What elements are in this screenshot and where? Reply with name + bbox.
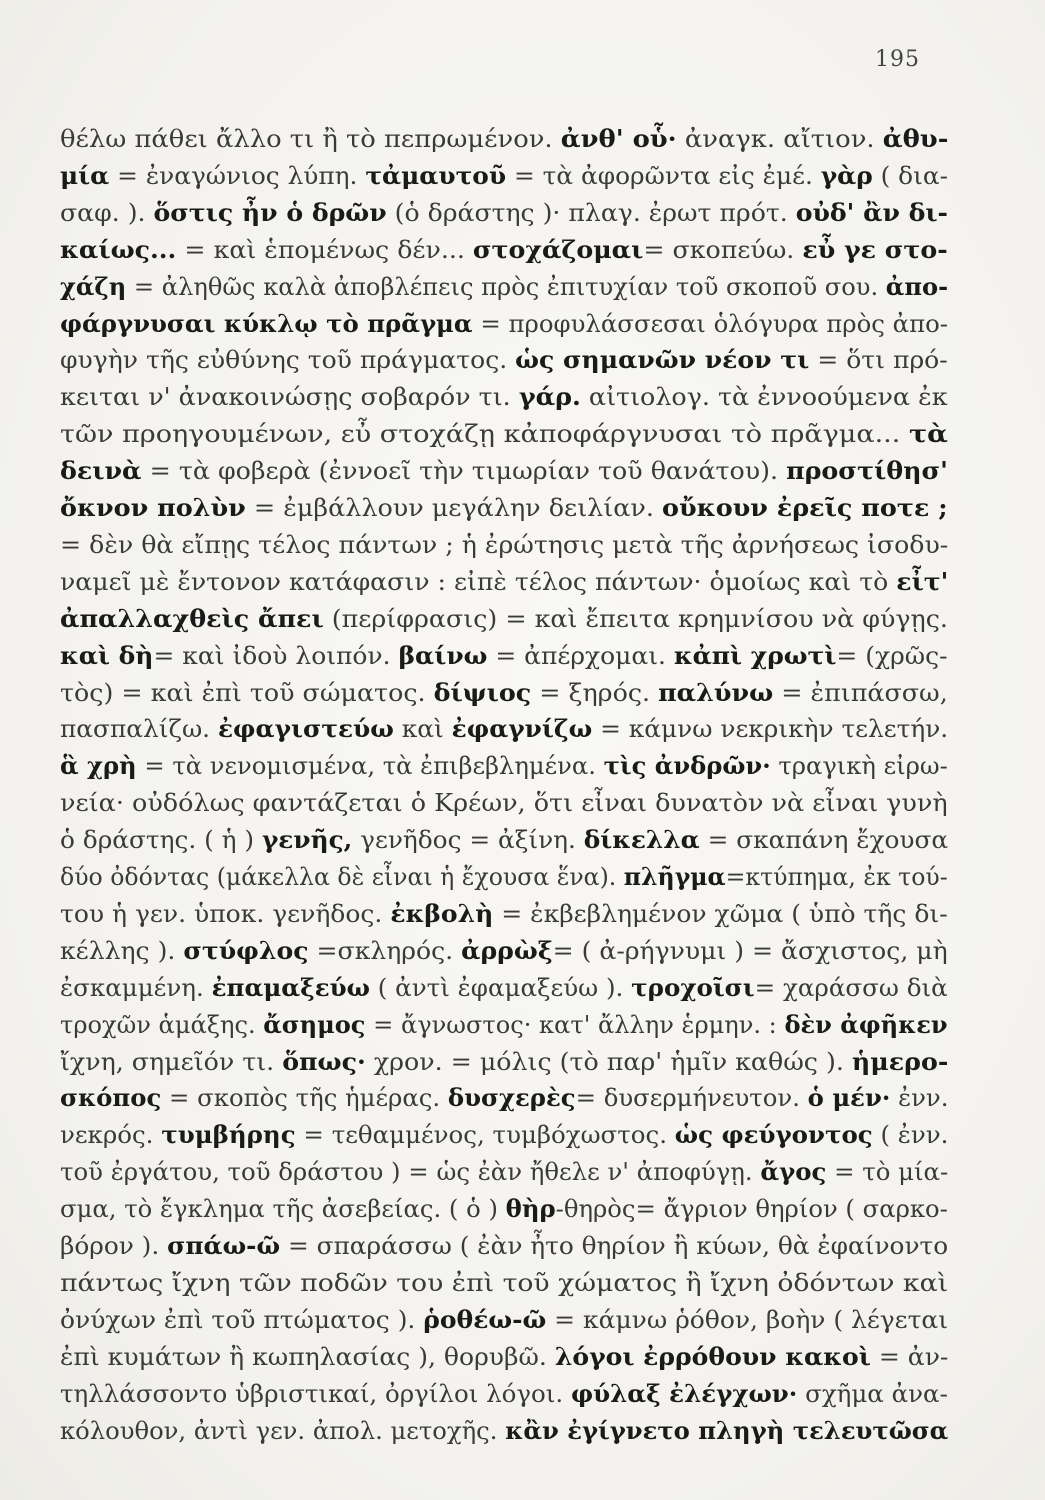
gloss-text: τραγικὴ εἰρω- — [770, 751, 948, 781]
lemma-term: οὐδ' ἂν δι- — [795, 197, 948, 227]
lemma-term: καίως... — [60, 234, 177, 264]
lemma-term: εὖ γε στο- — [802, 234, 948, 264]
gloss-text: = ἀληθῶς καλὰ ἀποβλέπεις πρὸς ἐπιτυχίαν τοῦ σκοποῦ σου. — [126, 271, 886, 301]
lemma-term: τὰ — [908, 419, 948, 449]
text-line — [60, 415, 948, 453]
gloss-text: = καὶ ἑπομένως δέν... — [176, 234, 473, 264]
lemma-term: τἀμαυτοῦ — [365, 160, 507, 190]
gloss-text: ἐνν. — [890, 1083, 949, 1113]
gloss-text: = ξηρός. — [531, 677, 659, 707]
text-line — [60, 452, 948, 490]
gloss-text: νεία· οὐδόλως φαντάζεται ὁ Κρέων, ὅτι εἶναι δυνατὸν νὰ εἶναι γυνὴ — [60, 788, 948, 818]
gloss-text: ὀνύχων ἐπὶ τοῦ πτώματος ). — [60, 1304, 424, 1334]
text-line — [60, 895, 948, 933]
lemma-term: ἀνθ' οὗ· — [560, 124, 677, 153]
gloss-text: φυγὴν τῆς εὐθύνης τοῦ πράγματος. — [60, 345, 516, 375]
gloss-text: τοῦ ἐργάτου, τοῦ δράστου ) = ὡς ἐὰν ἤθελε ν' ἀποφύγῃ. — [60, 1157, 761, 1187]
lemma-term: δὲν ἀφῆκεν — [784, 1009, 948, 1039]
lemma-term: κἀπὶ χρωτὶ — [673, 640, 837, 670]
lemma-term: ἀπαλλαχθεὶς ἄπει — [60, 603, 324, 633]
lemma-term: ὄκνον πολὺν — [60, 493, 246, 522]
gloss-text: ( ἐνν. — [872, 1120, 949, 1150]
page-number: 195 — [875, 47, 920, 72]
gloss-text: = ἀπέρχομαι. — [487, 640, 674, 670]
gloss-text: βόρον ). — [60, 1231, 168, 1260]
lemma-term: γενῆς, — [261, 825, 353, 855]
lemma-term: πλῆγμα — [623, 862, 726, 891]
gloss-text: ( ἀντὶ ἐφαμαξεύω ). — [370, 972, 632, 1002]
lemma-term: οὔκουν ἐρεῖς ποτε ; — [662, 493, 948, 522]
lemma-term: στοχάζομαι — [472, 234, 644, 264]
text-line — [60, 1264, 948, 1302]
gloss-text: = τὰ φοβερὰ (ἐννοεῖ τὴν τιμωρίαν τοῦ θανάτου). — [141, 456, 787, 486]
lemma-term: ἀπο- — [885, 271, 949, 301]
gloss-text: σαφ. ). — [60, 197, 154, 227]
gloss-text: σχῆμα ἀνα- — [797, 1378, 948, 1408]
gloss-text: ναμεῖ μὲ ἔντονον κατάφασιν : εἰπὲ τέλος πάντων· ὁμοίως καὶ τὸ — [60, 566, 897, 596]
gloss-text: τηλλάσσοντο ὑβριστικαί, ὀργίλοι λόγοι. — [60, 1378, 571, 1408]
text-line — [60, 194, 948, 232]
text-line — [60, 821, 948, 859]
text-line — [60, 157, 948, 195]
lemma-term: ὅπως· — [282, 1046, 366, 1076]
lemma-term: εἶτ' — [896, 566, 949, 596]
gloss-text: = ἄγνωστος· κατ' ἄλλην ἑρμην. : — [365, 1009, 785, 1039]
lemma-term: μία — [60, 160, 110, 190]
gloss-text: = τεθαμμένος, τυμβόχωστος. — [295, 1120, 675, 1150]
gloss-text: -θηρὸς= ἄγριον θηρίον ( σαρκο- — [555, 1194, 948, 1224]
gloss-text: (ὁ δράστης )· πλαγ. ἐρωτ πρότ. — [386, 197, 796, 227]
lemma-term: γὰρ — [820, 160, 873, 190]
gloss-text: = ( ἀ-ρήγνυμι ) = ἄσχιστος, μὴ — [552, 935, 948, 965]
gloss-text: = καὶ ἰδοὺ λοιπόν. — [153, 640, 399, 670]
gloss-text: = χαράσσω διὰ — [754, 972, 948, 1002]
gloss-text: σμα, τὸ ἔγκλημα τῆς ἀσεβείας. ( ὁ ) — [60, 1194, 506, 1224]
lemma-term: ἡμερο- — [851, 1046, 949, 1076]
gloss-text: = ἐμβάλλουν μεγάλην δειλίαν. — [245, 493, 663, 522]
gloss-text: αἰτιολογ. τὰ ἐννοούμενα ἐκ — [580, 382, 948, 412]
text-line — [60, 1412, 948, 1450]
gloss-text: καὶ — [393, 714, 452, 744]
text-line — [60, 378, 948, 416]
lemma-term: ῥοθέω-ῶ — [423, 1304, 547, 1334]
lemma-term: δίκελλα — [583, 825, 700, 855]
gloss-text: πάντως ἴχνη τῶν ποδῶν του ἐπὶ τοῦ χώματος ἢ ἴχνη ὀδόντων καὶ — [60, 1267, 949, 1297]
lemma-term: ἀθυ- — [882, 124, 949, 153]
gloss-text: ἐπὶ κυμάτων ἢ κωπηλασίας ), θορυβῶ. — [60, 1341, 555, 1371]
gloss-text: ὁ δράστης. ( ἡ ) — [60, 825, 262, 855]
lemma-term: προστίθησ' — [786, 456, 948, 486]
lemma-term: δίψιος — [433, 677, 532, 707]
text-line — [60, 563, 948, 601]
text-line — [60, 489, 948, 527]
lemma-term: δυσχερὲς — [447, 1083, 576, 1113]
gloss-text: = τὸ μία- — [826, 1157, 949, 1187]
lemma-term: χάζη — [60, 271, 127, 301]
text-line — [60, 341, 948, 379]
lemma-term: φύλαξ ἐλέγχων· — [570, 1378, 798, 1408]
gloss-text: χρον. = μόλις (τὸ παρ' ἡμῖν καθώς ). — [365, 1046, 852, 1076]
text-line — [60, 858, 948, 896]
gloss-text: =κτύπημα, ἐκ τού- — [725, 862, 948, 891]
lemma-term: ἐφαγιστεύω — [217, 714, 394, 744]
gloss-text: = σκοπὸς τῆς ἡμέρας. — [161, 1083, 448, 1113]
lemma-term: γάρ. — [518, 382, 581, 412]
gloss-text: = κάμνω νεκρικὴν τελετήν. — [592, 714, 949, 744]
gloss-text: = σκαπάνη ἔχουσα — [699, 825, 949, 855]
gloss-text: = δὲν θὰ εἴπῃς τέλος πάντων ; ἡ ἐρώτησις μετὰ τῆς ἀρνήσεως ἰσοδυ- — [60, 529, 949, 559]
gloss-text: = δυσερμήνευτον. — [575, 1083, 808, 1113]
gloss-text: κόλουθον, ἀντὶ γεν. ἀπολ. μετοχῆς. — [60, 1415, 506, 1445]
text-line — [60, 932, 948, 970]
lemma-term: ὁ μέν· — [807, 1083, 891, 1113]
lemma-term: δεινὰ — [60, 456, 142, 486]
lemma-term: ἐπαμαξεύω — [211, 972, 371, 1002]
lemma-term: φάργνυσαι κύκλῳ τὸ πρᾶγμα — [60, 308, 473, 338]
gloss-text: = σπαράσσω ( ἐὰν ἦτο θηρίον ἢ κύων, θὰ ἐφαίνοντο — [280, 1231, 949, 1260]
text-line — [60, 1338, 948, 1376]
text-line — [60, 674, 948, 712]
text-line — [60, 784, 948, 822]
gloss-text: = τὰ ἀφορῶντα εἰς ἐμέ. — [506, 160, 821, 190]
text-line — [60, 1227, 948, 1265]
gloss-text: = τὰ νενομισμένα, τὰ ἐπιβεβλημένα. — [136, 751, 604, 781]
lemma-term: λόγοι ἐρρόθουν κακοὶ — [554, 1341, 871, 1371]
lemma-term: ἄσημος — [263, 1009, 366, 1039]
text-line — [60, 637, 948, 675]
gloss-text: του ἡ γεν. ὑποκ. γενῆδος. — [60, 898, 391, 928]
lemma-term: ὅστις ἦν ὁ δρῶν — [153, 197, 387, 227]
lemma-term: σκόπος — [60, 1083, 162, 1113]
lemma-term: ἄγος — [760, 1157, 827, 1187]
gloss-text: = σκοπεύω. — [643, 234, 803, 264]
lemma-term: παλύνω — [658, 677, 774, 707]
text-line — [60, 969, 948, 1007]
gloss-text: = ἐκβεβλημένον χῶμα ( ὑπὸ τῆς δι- — [493, 898, 948, 928]
lemma-term: ἐφαγνίζω — [451, 714, 593, 744]
gloss-text: = προφυλάσσεσαι ὁλόγυρα πρὸς ἀπο- — [472, 308, 949, 338]
gloss-text: τροχῶν ἁμάξης. — [60, 1009, 264, 1039]
lemma-term: ὡς σημανῶν νέον τι — [515, 345, 810, 375]
gloss-text: = ἀν- — [870, 1341, 949, 1371]
gloss-text: τῶν προηγουμένων, εὖ στοχάζῃ κἀποφάργνυσαι τὸ πρᾶγμα... — [60, 419, 909, 449]
gloss-text: κέλλης ). — [60, 935, 184, 965]
gloss-text: γενῆδος = ἀξίνη. — [352, 825, 584, 855]
lemma-term: ὡς φεύγοντος — [674, 1120, 873, 1150]
lemma-term: κἂν ἐγίγνετο πληγὴ τελευτῶσα — [505, 1415, 949, 1445]
text-line — [60, 1301, 948, 1339]
lemma-term: βαίνω — [398, 640, 488, 670]
text-line — [60, 1375, 948, 1413]
gloss-text: ( δια- — [872, 160, 948, 190]
gloss-text: ἐσκαμμένη. — [60, 972, 212, 1002]
lemma-term: τυμβήρης — [161, 1120, 296, 1150]
gloss-text: ἀναγκ. αἴτιον. — [676, 124, 883, 153]
gloss-text: = κάμνω ῥόθον, βοὴν ( λέγεται — [546, 1304, 949, 1334]
gloss-text: τὸς) = καὶ ἐπὶ τοῦ σώματος. — [60, 677, 434, 707]
gloss-text: = ὅτι πρό- — [809, 345, 948, 375]
gloss-text: ἴχνη, σημεῖόν τι. — [60, 1046, 283, 1076]
lemma-term: στύφλος — [183, 935, 309, 965]
gloss-text: νεκρός. — [60, 1120, 162, 1150]
lemma-term: θὴρ — [505, 1194, 556, 1224]
text-line — [60, 305, 948, 343]
text-line — [60, 1190, 948, 1228]
lemma-term: τροχοῖσι — [631, 972, 755, 1002]
text-line — [60, 600, 948, 638]
gloss-text: = ἐναγώνιος λύπη. — [109, 160, 366, 190]
text-line — [60, 120, 948, 158]
gloss-text: θέλω πάθει ἄλλο τι ἢ τὸ πεπρωμένον. — [60, 124, 561, 153]
gloss-text: (περίφρασις) = καὶ ἔπειτα κρημνίσου νὰ φύγῃς. — [323, 603, 948, 633]
lemma-term: ἐκβολὴ — [390, 898, 494, 928]
text-line — [60, 1079, 948, 1117]
lemma-term: σπάω-ῶ — [167, 1231, 281, 1260]
gloss-text: κειται ν' ἀνακοινώσῃς σοβαρόν τι. — [60, 382, 519, 412]
lemma-term: ἀρρὼξ — [461, 935, 553, 965]
text-line — [60, 1006, 948, 1044]
lemma-term: καὶ δὴ — [60, 640, 154, 670]
text-line — [60, 747, 948, 785]
lemma-term: τὶς ἀνδρῶν· — [603, 751, 771, 781]
text-line — [60, 526, 948, 564]
gloss-text: = ἐπιπάσσω, — [773, 677, 948, 707]
text-line — [60, 710, 948, 748]
lemma-term: ἃ χρὴ — [60, 751, 137, 781]
text-line — [60, 1043, 948, 1081]
text-line — [60, 268, 948, 306]
gloss-text: = (χρῶς- — [836, 640, 948, 670]
gloss-text: δύο ὀδόντας (μάκελλα δὲ εἶναι ἡ ἔχουσα ἕνα). — [60, 862, 624, 891]
text-line — [60, 1153, 948, 1191]
text-line — [60, 231, 948, 269]
gloss-text: πασπαλίζω. — [60, 714, 218, 744]
gloss-text: =σκληρός. — [308, 935, 462, 965]
text-line — [60, 1116, 948, 1154]
